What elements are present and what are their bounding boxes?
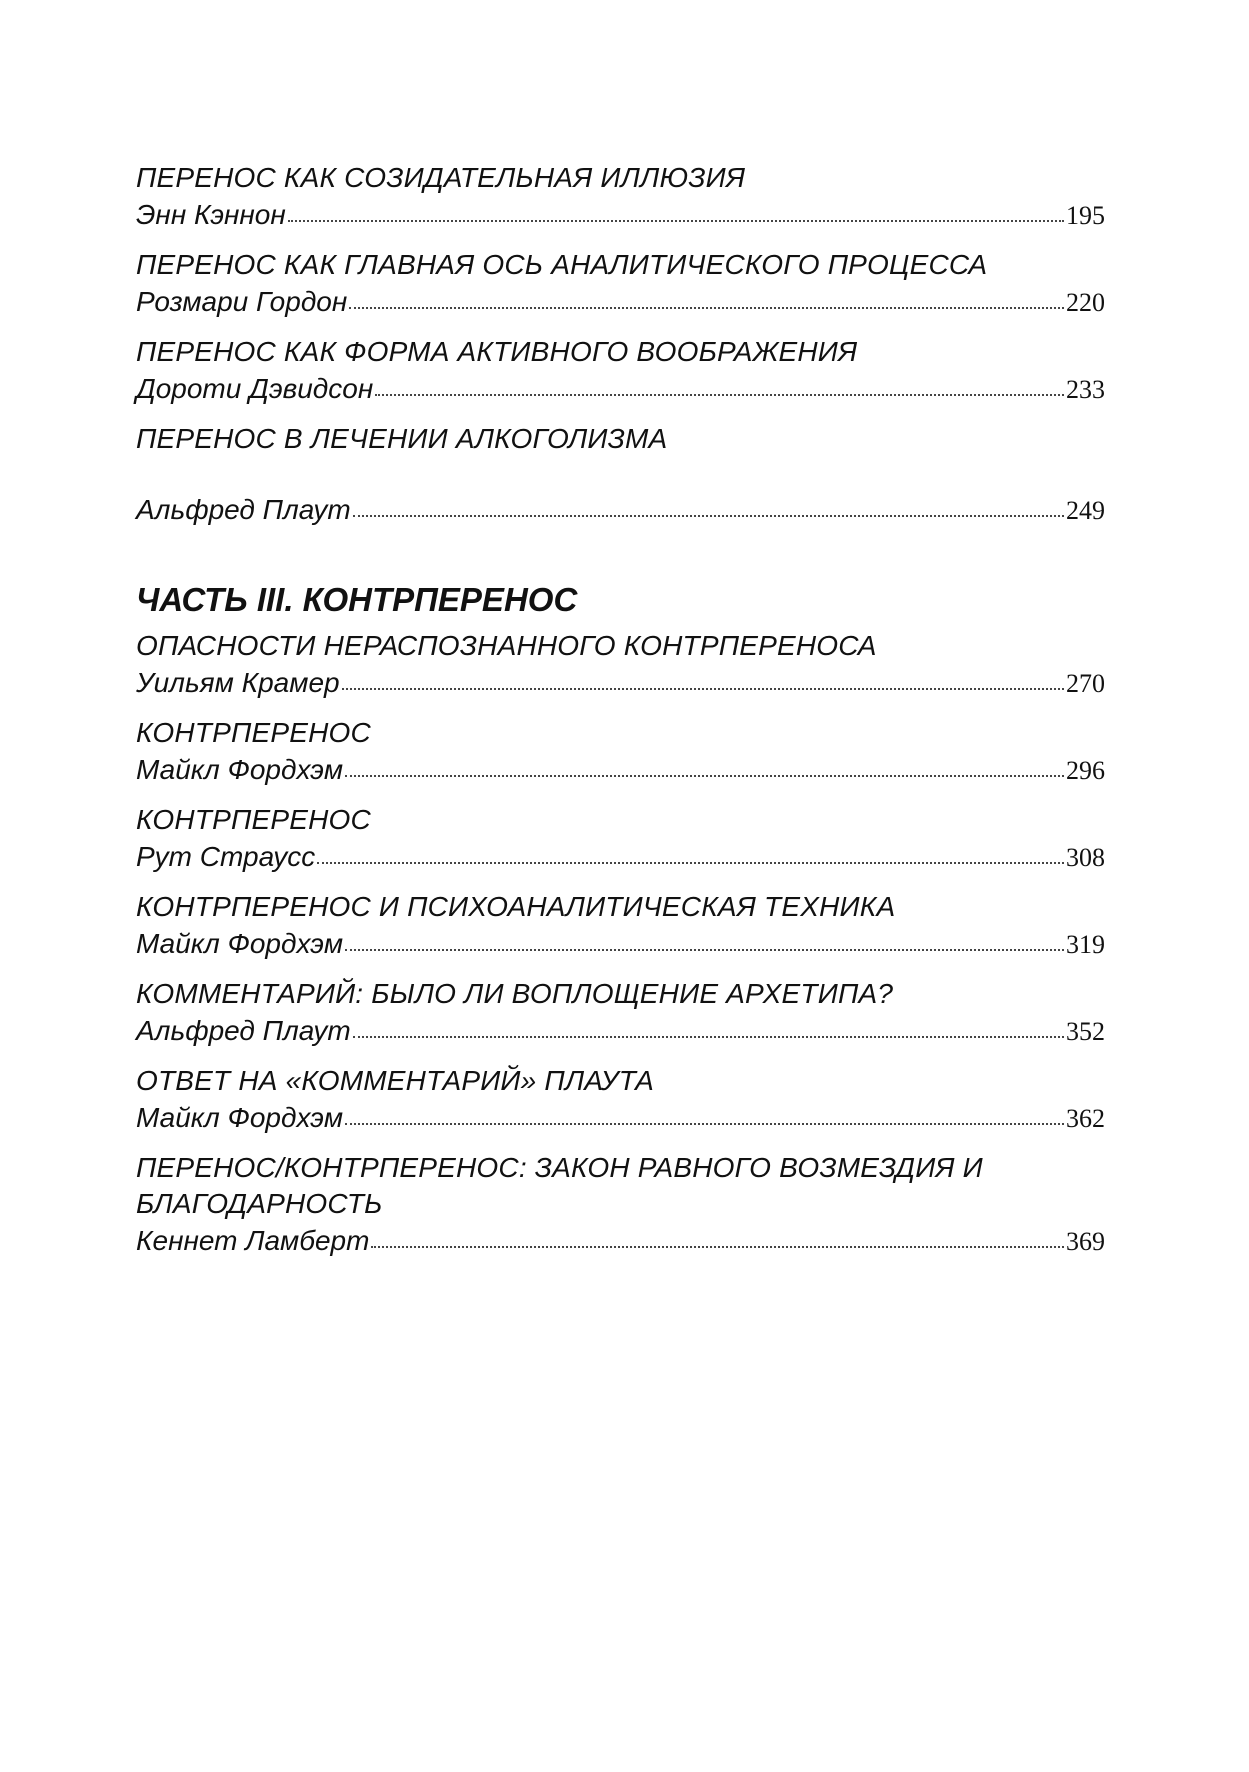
- entry-title: ПЕРЕНОС КАК ФОРМА АКТИВНОГО ВООБРАЖЕНИЯ: [136, 336, 858, 367]
- entry-author-line: [136, 491, 1105, 529]
- entry-title: КОММЕНТАРИЙ: БЫЛО ЛИ ВОПЛОЩЕНИЕ АРХЕТИПА?: [136, 978, 894, 1009]
- dot-leader: [342, 688, 1064, 690]
- entry-title: ПЕРЕНОС КАК ГЛАВНАЯ ОСЬ АНАЛИТИЧЕСКОГО ПРОЦЕССА: [136, 249, 988, 280]
- entry-author-line: [136, 370, 1105, 408]
- entry-page-number: 220: [1066, 288, 1105, 317]
- entry-page-number: 270: [1066, 669, 1105, 698]
- toc-entry[interactable]: [136, 421, 1105, 529]
- entry-page-number: 319: [1066, 930, 1105, 959]
- toc-entry[interactable]: [136, 976, 1105, 1050]
- entry-author: Майкл Фордхэм: [136, 1102, 344, 1133]
- entry-title: ОТВЕТ НА «КОММЕНТАРИЙ» ПЛАУТА: [136, 1065, 655, 1096]
- entry-page-number: 195: [1066, 201, 1105, 230]
- entry-title: ПЕРЕНОС/КОНТРПЕРЕНОС: ЗАКОН РАВНОГО ВОЗМЕЗДИЯ И БЛАГОДАРНОСТЬ: [136, 1152, 983, 1219]
- entry-author: Альфред Плаут: [136, 1015, 351, 1046]
- entry-page-number: 369: [1066, 1227, 1105, 1256]
- toc-entry[interactable]: [136, 1063, 1105, 1137]
- entry-title: ПЕРЕНОС В ЛЕЧЕНИИ АЛКОГОЛИЗМА: [136, 423, 668, 454]
- entry-title: КОНТРПЕРЕНОС: [136, 717, 371, 748]
- dot-leader: [375, 394, 1064, 396]
- dot-leader: [353, 515, 1064, 517]
- table-of-contents: [136, 160, 1105, 1273]
- entry-author: Майкл Фордхэм: [136, 754, 344, 785]
- entry-author-line: [136, 1222, 1105, 1260]
- entry-page-number: 352: [1066, 1017, 1105, 1046]
- part-heading: ЧАСТЬ III. КОНТРПЕРЕНОС: [136, 581, 578, 618]
- toc-entry[interactable]: [136, 1150, 1105, 1260]
- toc-entry[interactable]: [136, 160, 1105, 234]
- toc-entry[interactable]: [136, 247, 1105, 321]
- toc-entry[interactable]: [136, 889, 1105, 963]
- entry-author: Уильям Крамер: [136, 667, 340, 698]
- entry-author-line: [136, 925, 1105, 963]
- dot-leader: [345, 775, 1064, 777]
- entry-title: ОПАСНОСТИ НЕРАСПОЗНАННОГО КОНТРПЕРЕНОСА: [136, 630, 877, 661]
- entry-author: Альфред Плаут: [136, 494, 351, 525]
- entry-author: Дороти Дэвидсон: [136, 373, 374, 404]
- toc-entry[interactable]: [136, 715, 1105, 789]
- dot-leader: [353, 1036, 1064, 1038]
- entry-page-number: 249: [1066, 496, 1105, 525]
- entry-page-number: 308: [1066, 843, 1105, 872]
- entry-author-line: [136, 1012, 1105, 1050]
- entry-title: КОНТРПЕРЕНОС: [136, 804, 371, 835]
- entry-author-line: [136, 751, 1105, 789]
- entry-page-number: 362: [1066, 1104, 1105, 1133]
- entry-author-line: [136, 838, 1105, 876]
- entry-author-line: [136, 664, 1105, 702]
- entry-author-line: [136, 196, 1105, 234]
- toc-entry[interactable]: [136, 334, 1105, 408]
- entry-author-line: [136, 1099, 1105, 1137]
- dot-leader: [288, 220, 1064, 222]
- dot-leader: [371, 1246, 1064, 1248]
- entry-author: Розмари Гордон: [136, 286, 348, 317]
- dot-leader: [349, 307, 1064, 309]
- entry-author-line: [136, 283, 1105, 321]
- entry-page-number: 233: [1066, 375, 1105, 404]
- entry-author: Кеннет Ламберт: [136, 1225, 370, 1256]
- toc-entry[interactable]: [136, 802, 1105, 876]
- toc-entry[interactable]: [136, 628, 1105, 702]
- dot-leader: [345, 949, 1064, 951]
- entry-title: ПЕРЕНОС КАК СОЗИДАТЕЛЬНАЯ ИЛЛЮЗИЯ: [136, 162, 746, 193]
- entry-title: КОНТРПЕРЕНОС И ПСИХОАНАЛИТИЧЕСКАЯ ТЕХНИКА: [136, 891, 896, 922]
- entry-page-number: 296: [1066, 756, 1105, 785]
- dot-leader: [317, 862, 1064, 864]
- entry-author: Рут Страусс: [136, 841, 316, 872]
- dot-leader: [345, 1123, 1064, 1125]
- entry-author: Майкл Фордхэм: [136, 928, 344, 959]
- entry-author: Энн Кэннон: [136, 199, 286, 230]
